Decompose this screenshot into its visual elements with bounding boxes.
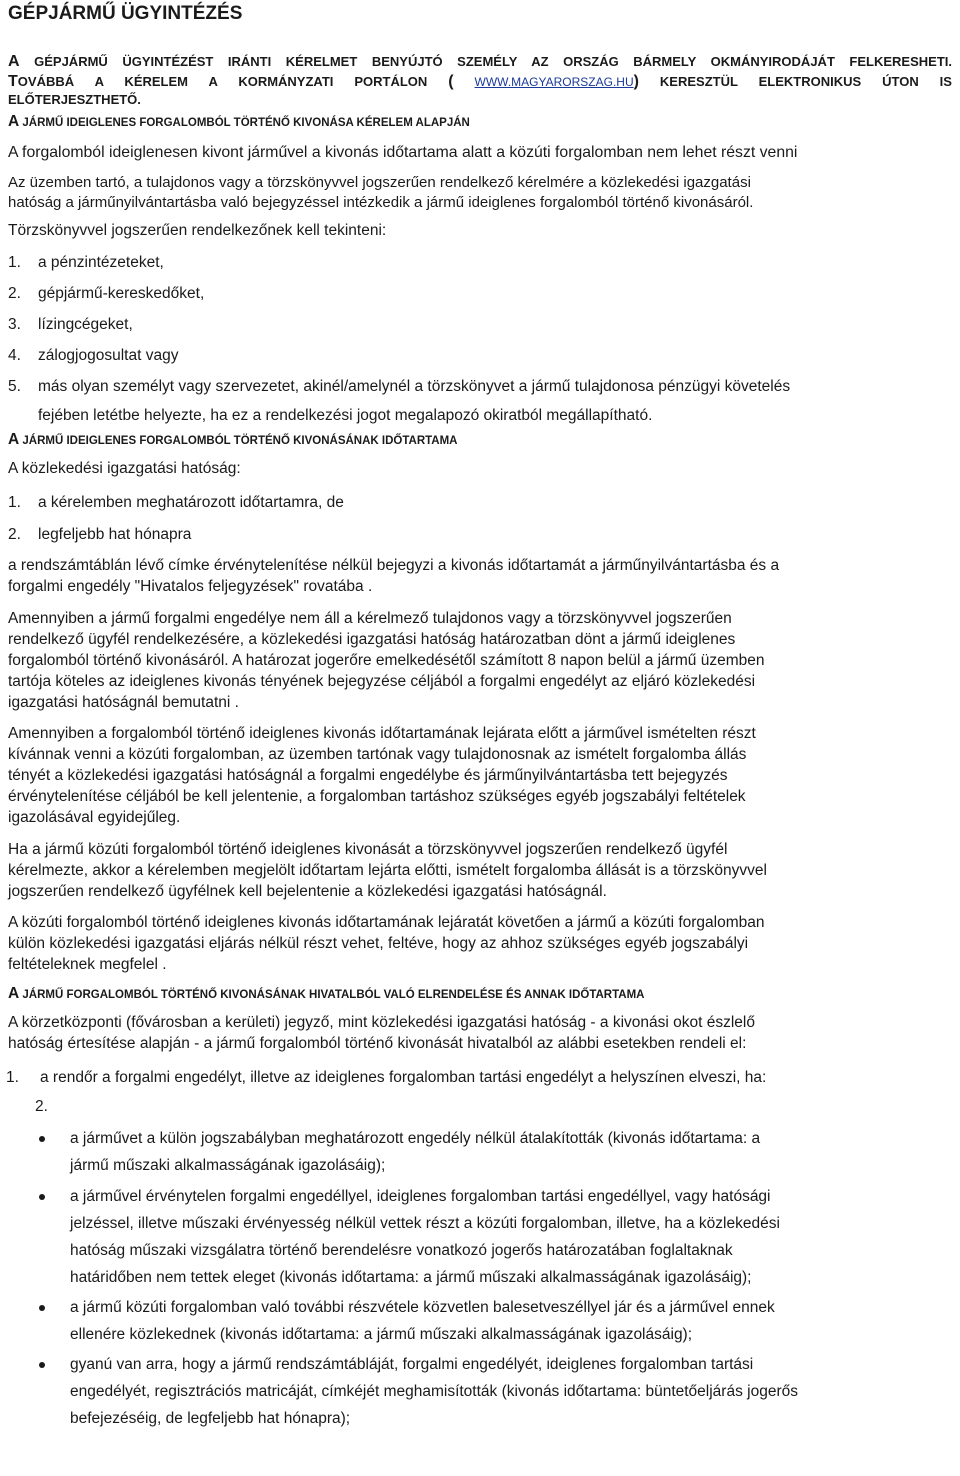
section-heading-2: A JÁRMŰ IDEIGLENES FORGALOMBÓL TÖRTÉNŐ KIVONÁSÁNAK IDŐTARTAMA: [8, 431, 458, 448]
section-heading-1: A JÁRMŰ IDEIGLENES FORGALOMBÓL TÖRTÉNŐ KIVONÁSA KÉRELEM ALAPJÁN: [8, 113, 470, 130]
list-item: 2. gépjármű-kereskedőket,: [8, 285, 205, 302]
paren-close: ): [633, 73, 639, 90]
section1-paragraph-3: Törzskönyvvel jogszerűen rendelkezőnek kell tekinteni:: [8, 221, 387, 239]
intro-line-2b: KERESZTÜL ELEKTRONIKUS ÚTON IS: [659, 74, 952, 89]
bullet-item: gyanú van arra, hogy a jármű rendszámtábláját, forgalmi engedélyét, ideiglenes forgalomban tartási engedélyét, regisztrációs matricáját, címkéjét meghamisították (kivonás időtartama: büntetőeljárás jogerős befejezéséig, de legfeljebb hat hónapra);: [70, 1351, 952, 1432]
list-item: 3. lízingcégeket,: [8, 316, 133, 333]
list-item: 1. a pénzintézeteket,: [8, 254, 164, 271]
intro-cap-2: T: [8, 73, 18, 90]
portal-link[interactable]: WWW.MAGYARORSZAG.HU: [474, 75, 634, 89]
section1-paragraph-2: Az üzemben tartó, a tulajdonos vagy a törzskönyvvel jogszerűen rendelkező kérelmére a közlekedési igazgatási hatóság a járműnyilvántartásba való bejegyzéssel intézkedik a jármű ideiglenes forgalomból történő kivonásáról.: [8, 173, 754, 211]
list-item: 1. a kérelemben meghatározott időtartamra, de: [8, 493, 344, 511]
list-item: 2. legfeljebb hat hónapra: [8, 525, 192, 543]
section3-item-2: 2.: [35, 1097, 48, 1115]
page-title: GÉPJÁRMŰ ÜGYINTÉZÉS: [8, 3, 243, 24]
list-item: 5. más olyan személyt vagy szervezetet, akinél/amelynél a törzskönyvet a jármű tulajdonosa pénzügyi követelés fejében letétbe helyezte, ha ez a rendelkezési jogot megalapozó okiratból megállapítható.: [8, 378, 791, 424]
section3-item-1: 1. a rendőr a forgalmi engedélyt, illetve az ideiglenes forgalomban tartási engedélyt a helyszínen elveszi, ha:: [6, 1068, 767, 1086]
bullet-icon: [39, 1194, 45, 1200]
section2-paragraph-1: A közlekedési igazgatási hatóság:: [8, 460, 241, 477]
section-heading-3: A JÁRMŰ FORGALOMBÓL TÖRTÉNŐ KIVONÁSÁNAK HIVATALBÓL VALÓ ELRENDELÉSE ÉS ANNAK IDŐTARTAMA: [8, 984, 645, 1002]
section2-paragraph-5: Ha a jármű közúti forgalomból történő ideiglenes kivonását a törzskönyvvel jogszerűen rendelkező ügyfél kérelmezte, akkor a kérelemben megjelölt időtartam lejárta előtti, ismételt forgalomba állását is a törzskönyvvel jogszerűen rendelkező ügyfélnek kell bejelentenie a közlekedési igazgatási hatóságnál.: [8, 840, 767, 900]
section2-paragraph-4: Amennyiben a forgalomból történő ideiglenes kivonás időtartamának lejárata előtt a járművel ismételten részt kívánnak venni a közúti forgalomban, az üzemben tartónak vagy tulajdonosnak az ismételt forgalomba állás tényét a közlekedési igazgatási hatóságnál a forgalmi engedélybe és járműnyilvántartásba tett bejegyzés érvénytelenítése céljából be kell jelentenie, a forgalomban tartáshoz szükséges egyéb jogszabályi feltételek igazolásával egyidejűleg.: [8, 724, 756, 826]
paren-open: (: [448, 73, 454, 90]
section3-paragraph-1: A körzetközponti (fővárosban a kerületi) jegyző, mint közlekedési igazgatási hatóság - a kivonási okot észlelő hatóság értesítése alapján - a jármű forgalomból történő kivonását hivatalból az alábbi esetekben rendeli el:: [8, 1013, 755, 1052]
bullet-icon: [39, 1305, 45, 1311]
bullet-icon: [39, 1362, 45, 1368]
intro-paragraph: [8, 54, 952, 107]
section2-paragraph-3: Amennyiben a jármű forgalmi engedélye nem áll a kérelmező tulajdonos vagy a törzskönyvvel jogszerűen rendelkező ügyfél rendelkezésére, a közlekedési igazgatási hatóság határozatban dönt a jármű ideiglenes forgalomból történő kivonásáról. A határozat jogerőre emelkedésétől számított 8 napon belül a jármű üzemben tartója köteles az ideiglenes kivonás tényének bejegyzése céljából a forgalmi engedélyt az eljáró közlekedési igazgatási hatóságnál bemutatni .: [8, 609, 765, 711]
section1-list: [8, 253, 952, 426]
intro-line-2a: OVÁBBÁ A KÉRELEM A KORMÁNYZATI PORTÁLON: [17, 74, 428, 89]
section2-paragraph-6: A közúti forgalomból történő ideiglenes kivonás időtartamának lejáratát követően a jármű a közúti forgalomban külön közlekedési igazgatási eljárás nélkül részt vehet, feltéve, hogy az ahhoz szükséges egyéb jogszabályi feltételeknek megfelel .: [8, 913, 765, 973]
bullet-item: a járművet a külön jogszabályban meghatározott engedély nélkül átalakították (kivonás időtartama: a jármű műszaki alkalmasságának igazolásáig);: [70, 1125, 952, 1179]
section2-paragraph-2: a rendszámtáblán lévő címke érvénytelenítése nélkül bejegyzi a kivonás időtartamát a járműnyilvántartásba és a forgalmi engedély "Hivatalos feljegyzések" rovatába .: [8, 556, 780, 595]
section1-paragraph-1: A forgalomból ideiglenesen kivont járművel a kivonás időtartama alatt a közúti forgalomban nem lehet részt venni: [8, 144, 798, 161]
intro-line-3: ELŐTERJESZTHETŐ.: [8, 92, 141, 107]
bullet-item: a járművel érvénytelen forgalmi engedéllyel, ideiglenes forgalomban tartási engedéllyel, vagy hatósági jelzéssel, illetve műszaki érvényesség nélkül vettek részt a közúti forgalomban, illetve, ha a közlekedési hatóság műszaki vizsgálatra történő berendelésre vonatkozó jogerős határozatában foglaltaknak határidőben nem tettek eleget (kivonás időtartama: a jármű műszaki alkalmasságának igazolásáig);: [70, 1183, 952, 1291]
list-item: 4. zálogjogosultat vagy: [8, 347, 179, 364]
bullet-item: a jármű közúti forgalomban való további részvétele közvetlen balesetveszéllyel jár és a járművel ennek ellenére közlekednek (kivonás időtartama: a jármű műszaki alkalmasságának igazolásáig);: [70, 1294, 952, 1348]
section2-list: [8, 493, 952, 545]
section3-bullet-list: [8, 1125, 952, 1432]
intro-line-1: GÉPJÁRMŰ ÜGYINTÉZÉST IRÁNTI KÉRELMET BENYÚJTÓ SZEMÉLY AZ ORSZÁG BÁRMELY OKMÁNYIRODÁJÁT FELKERESHETI.: [34, 54, 952, 69]
intro-cap-1: A: [8, 53, 20, 70]
bullet-icon: [39, 1136, 45, 1142]
